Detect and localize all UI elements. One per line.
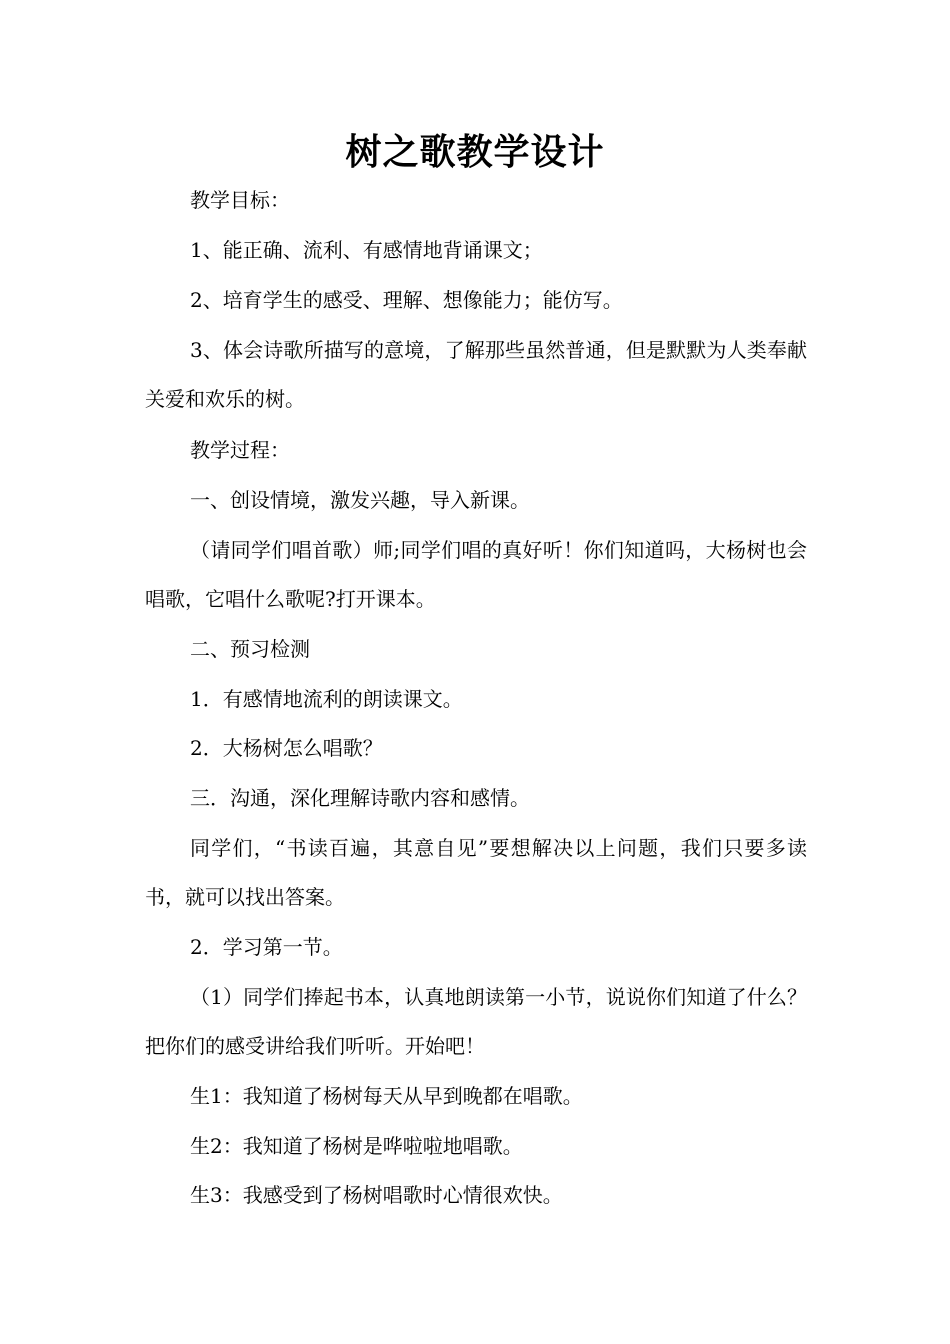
paragraph-objective-1: 1、能正确、流利、有感情地背诵课文； [190,238,543,262]
paragraph-section-1: 一、创设情境，激发兴趣，导入新课。 [190,488,530,512]
paragraph-learn-stanza-1: 2．学习第一节。 [190,935,343,959]
paragraph-preview-1: 1．有感情地流利的朗读课文。 [190,687,463,711]
paragraph-read-more: 同学们，“书读百遍，其意自见”要想解决以上问题，我们只要多读书，就可以找出答案。 [145,836,807,909]
paragraph-read-aloud: （1）同学们捧起书本，认真地朗读第一小节，说说你们知道了什么？把你们的感受讲给我们听听。开始吧！ [145,985,807,1058]
paragraph-objective-3: 3、体会诗歌所描写的意境，了解那些虽然普通，但是默默为人类奉献关爱和欢乐的树。 [145,338,807,411]
paragraph-student-2: 生2：我知道了杨树是哗啦啦地唱歌。 [190,1134,523,1158]
paragraph-preview-2: 2．大杨树怎么唱歌？ [190,736,383,760]
paragraph-student-1: 生1：我知道了杨树每天从早到晚都在唱歌。 [190,1084,583,1108]
paragraph-student-3: 生3：我感受到了杨树唱歌时心情很欢快。 [190,1183,563,1207]
document-title: 树之歌教学设计 [345,132,605,173]
paragraph-section-3: 三．沟通，深化理解诗歌内容和感情。 [190,786,530,810]
paragraph-objectives-heading: 教学目标： [190,188,290,212]
paragraph-objective-2: 2、培育学生的感受、理解、想像能力；能仿写。 [190,288,623,312]
paragraph-section-2: 二、预习检测 [190,637,310,661]
paragraph-process-heading: 教学过程： [190,438,290,462]
paragraph-intro-song: （请同学们唱首歌）师;同学们唱的真好听！你们知道吗，大杨树也会唱歌，它唱什么歌呢?打开课本。 [145,538,807,611]
